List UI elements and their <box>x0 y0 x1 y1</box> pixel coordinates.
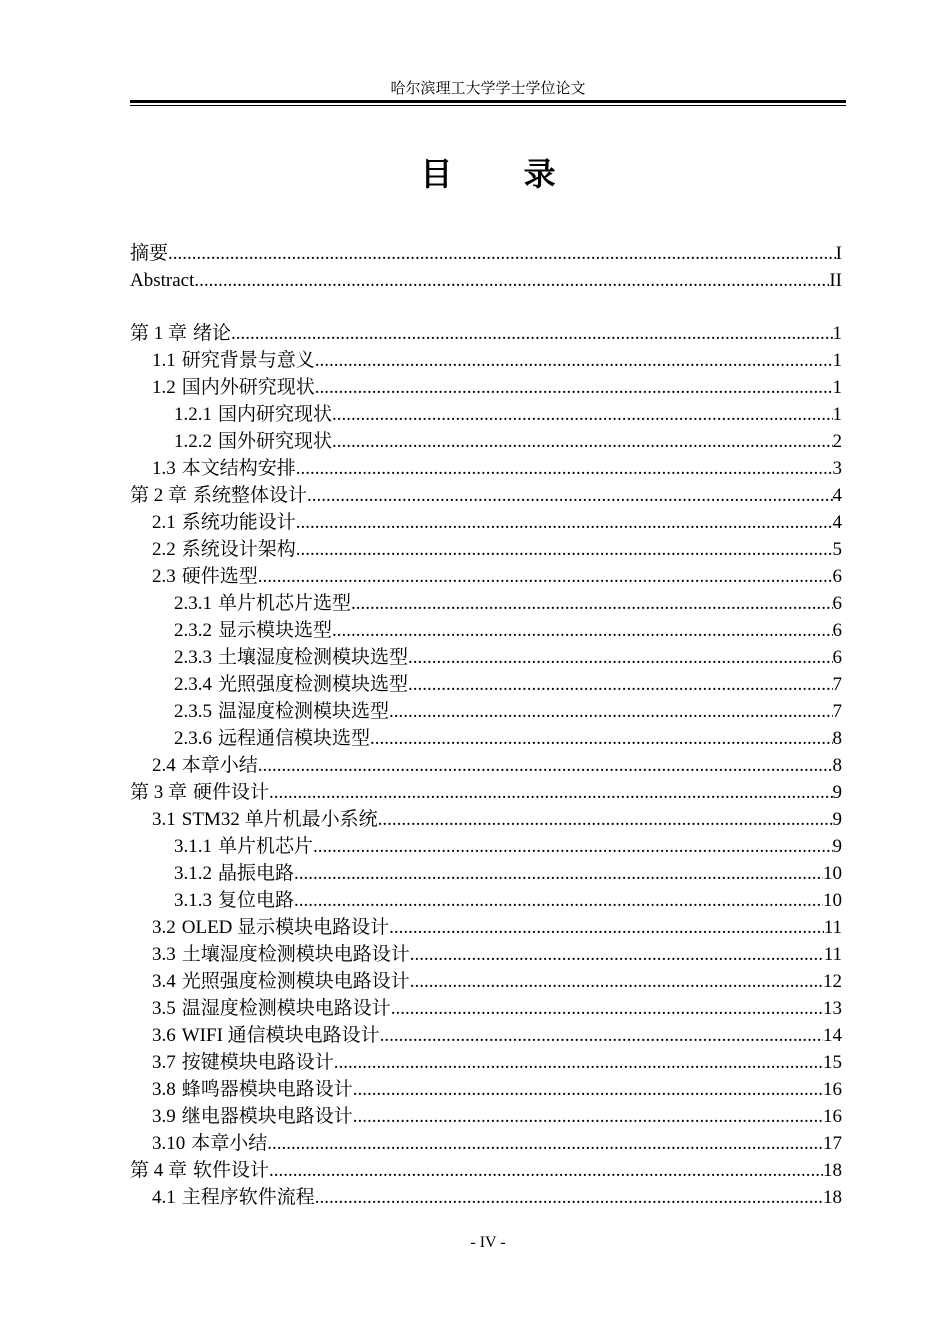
toc-entry[interactable] <box>130 1184 842 1211</box>
toc-entry-label <box>152 1103 353 1130</box>
toc-entry[interactable] <box>130 240 842 267</box>
toc-entry-number: 2.3.1 <box>174 593 212 614</box>
header-rule-thick <box>130 100 846 103</box>
toc-entry-page: 16 <box>823 1079 842 1100</box>
toc-entry-label <box>152 1022 380 1049</box>
toc-entry[interactable] <box>130 374 842 401</box>
toc-entry[interactable] <box>130 779 842 806</box>
toc-entry-label <box>152 347 315 374</box>
toc-entry-number: 4.1 <box>152 1187 176 1208</box>
dot-leader <box>410 941 824 968</box>
toc-entry-page: I <box>835 243 842 264</box>
toc-entry-label <box>174 860 294 887</box>
toc-entry-title: 单片机芯片选型 <box>218 593 352 614</box>
toc-entry-label <box>152 806 378 833</box>
toc-entry[interactable] <box>130 401 842 428</box>
toc-entry-page: 6 <box>832 620 842 641</box>
toc-entry[interactable] <box>130 563 842 590</box>
toc-entry-title: 继电器模块电路设计 <box>181 1106 353 1127</box>
toc-entry[interactable] <box>130 320 842 347</box>
toc-entry-label <box>174 590 351 617</box>
toc-entry-label <box>152 536 296 563</box>
dot-leader <box>294 860 823 887</box>
toc-entry-page: 8 <box>832 755 842 776</box>
toc-entry-number: 3.1.2 <box>174 863 212 884</box>
toc-entry-number: 2.3.2 <box>174 620 212 641</box>
toc-entry-label <box>174 617 332 644</box>
toc-entry-number: 2.3.3 <box>174 647 212 668</box>
toc-entry-page: 12 <box>823 971 842 992</box>
toc-entry-number: 1.1 <box>152 350 176 371</box>
toc-entry-number: 第 1 章 <box>130 323 188 344</box>
toc-entry-number: 3.4 <box>152 971 176 992</box>
toc-entry-page: 14 <box>823 1025 842 1046</box>
toc-entry-number: 1.2 <box>152 377 176 398</box>
toc-entry-page: 6 <box>832 647 842 668</box>
toc-entry-page: 6 <box>832 593 842 614</box>
toc-entry[interactable] <box>130 428 842 455</box>
dot-leader <box>410 968 823 995</box>
dot-leader <box>408 671 832 698</box>
toc-entry-number: 1.3 <box>152 458 176 479</box>
dot-leader <box>353 1103 823 1130</box>
toc-entry[interactable] <box>130 1022 842 1049</box>
toc-entry-label <box>174 428 332 455</box>
toc-entry[interactable] <box>130 1103 842 1130</box>
toc-entry-page: 1 <box>832 323 842 344</box>
toc-entry-number: 第 4 章 <box>130 1160 188 1181</box>
toc-entry-page: 7 <box>832 674 842 695</box>
toc-entry-title: 系统功能设计 <box>181 512 296 533</box>
toc-entry-page: II <box>829 270 842 291</box>
toc-entry-title: 绪论 <box>193 323 232 344</box>
toc-entry-title: 单片机芯片 <box>218 836 314 857</box>
toc-entry-number: 2.2 <box>152 539 176 560</box>
toc-entry-label <box>152 509 296 536</box>
dot-leader <box>194 267 829 294</box>
toc-entry-label <box>174 887 294 914</box>
dot-leader <box>258 563 833 590</box>
toc-entry-number: 2.4 <box>152 755 176 776</box>
toc-entry-number: 2.3.6 <box>174 728 212 749</box>
toc-entry-label <box>152 995 391 1022</box>
toc-entry-page: 11 <box>823 944 842 965</box>
toc-entry-title: 本章小结 <box>181 755 258 776</box>
toc-entry-label <box>130 779 269 806</box>
toc-entry[interactable] <box>130 1049 842 1076</box>
dot-leader <box>296 455 833 482</box>
toc-entry-label <box>152 563 258 590</box>
toc-entry-page: 18 <box>823 1187 842 1208</box>
toc-entry-page: 16 <box>823 1106 842 1127</box>
toc-entry-label <box>152 752 258 779</box>
toc-entry-label <box>174 401 332 428</box>
dot-leader <box>389 914 824 941</box>
toc-entry-title: 按键模块电路设计 <box>181 1052 334 1073</box>
toc-entry-title: 摘要 <box>130 243 169 264</box>
toc-entry-number: 1.2.1 <box>174 404 212 425</box>
toc-entry-label <box>174 833 313 860</box>
dot-leader <box>294 887 823 914</box>
toc-entry-page: 4 <box>832 512 842 533</box>
dot-leader <box>296 509 833 536</box>
toc-entry-page: 6 <box>832 566 842 587</box>
toc-entry[interactable] <box>130 968 842 995</box>
toc-entry-number: 3.5 <box>152 998 176 1019</box>
toc-entry-label <box>174 725 370 752</box>
toc-entry[interactable] <box>130 887 842 914</box>
toc-entry-title: 本章小结 <box>191 1133 268 1154</box>
toc-entry[interactable] <box>130 482 842 509</box>
toc-entry[interactable] <box>130 806 842 833</box>
table-of-contents <box>130 240 842 1211</box>
toc-entry-title: 蜂鸣器模块电路设计 <box>181 1079 353 1100</box>
toc-entry-title: 硬件选型 <box>181 566 258 587</box>
toc-entry-label <box>152 374 315 401</box>
toc-entry-number: 3.10 <box>152 1133 186 1154</box>
toc-entry-number: 3.7 <box>152 1052 176 1073</box>
toc-entry-title: 软件设计 <box>193 1160 270 1181</box>
dot-leader <box>380 1022 823 1049</box>
toc-entry[interactable] <box>130 914 842 941</box>
toc-entry-label <box>174 671 408 698</box>
toc-entry-label <box>152 914 389 941</box>
toc-entry-number: 2.3 <box>152 566 176 587</box>
toc-entry-title: 晶振电路 <box>218 863 295 884</box>
toc-entry-title: 国外研究现状 <box>218 431 333 452</box>
toc-entry-title: 土壤湿度检测模块选型 <box>218 647 409 668</box>
toc-title: 目 录 <box>420 155 586 193</box>
toc-entry[interactable] <box>130 698 842 725</box>
dot-leader <box>258 752 833 779</box>
toc-entry-label <box>152 941 410 968</box>
toc-entry-number: 2.3.4 <box>174 674 212 695</box>
dot-leader <box>313 833 832 860</box>
toc-entry[interactable] <box>130 671 842 698</box>
toc-entry-title: 系统设计架构 <box>181 539 296 560</box>
toc-entry-number: 3.3 <box>152 944 176 965</box>
toc-entry-page: 5 <box>832 539 842 560</box>
toc-entry-page: 1 <box>832 350 842 371</box>
toc-entry-number: 2.1 <box>152 512 176 533</box>
toc-entry-label <box>152 455 296 482</box>
toc-entry-label <box>152 1184 315 1211</box>
dot-leader <box>315 374 833 401</box>
toc-entry[interactable] <box>130 617 842 644</box>
toc-entry-label <box>130 267 194 294</box>
toc-entry-number: 2.3.5 <box>174 701 212 722</box>
toc-entry-number: 3.8 <box>152 1079 176 1100</box>
toc-entry-number: 3.2 <box>152 917 176 938</box>
toc-entry-title: 土壤湿度检测模块电路设计 <box>181 944 410 965</box>
toc-entry-page: 10 <box>823 890 842 911</box>
dot-leader <box>296 536 833 563</box>
dot-leader <box>267 1130 823 1157</box>
toc-entry-title: OLED 显示模块电路设计 <box>181 917 390 938</box>
toc-entry-page: 8 <box>832 728 842 749</box>
toc-entry[interactable] <box>130 1076 842 1103</box>
dot-leader <box>315 1184 823 1211</box>
toc-entry[interactable] <box>130 644 842 671</box>
toc-entry-title: 国内外研究现状 <box>181 377 315 398</box>
toc-entry-title: 温湿度检测模块选型 <box>218 701 390 722</box>
dot-leader <box>332 401 832 428</box>
toc-entry-label <box>130 240 168 267</box>
toc-entry-page: 9 <box>832 836 842 857</box>
toc-entry-page: 4 <box>832 485 842 506</box>
toc-entry-page: 18 <box>823 1160 842 1181</box>
page-number: - IV - <box>470 1234 506 1251</box>
toc-entry-number: 3.6 <box>152 1025 176 1046</box>
toc-entry-number: 3.1.3 <box>174 890 212 911</box>
toc-entry-number: 3.9 <box>152 1106 176 1127</box>
toc-entry-page: 15 <box>823 1052 842 1073</box>
toc-entry-label <box>130 320 231 347</box>
toc-entry-page: 9 <box>832 809 842 830</box>
toc-entry-page: 1 <box>832 377 842 398</box>
toc-entry-page: 1 <box>832 404 842 425</box>
toc-entry-number: 第 3 章 <box>130 782 188 803</box>
toc-entry-title: STM32 单片机最小系统 <box>181 809 378 830</box>
dot-leader <box>378 806 833 833</box>
toc-entry-title: WIFI 通信模块电路设计 <box>181 1025 380 1046</box>
toc-entry-label <box>174 644 408 671</box>
toc-entry-page: 13 <box>823 998 842 1019</box>
toc-entry-title: 光照强度检测模块电路设计 <box>181 971 410 992</box>
toc-entry[interactable] <box>130 941 842 968</box>
toc-entry-number: 3.1.1 <box>174 836 212 857</box>
toc-entry-title: 光照强度检测模块选型 <box>218 674 409 695</box>
dot-leader <box>231 320 832 347</box>
toc-entry-page: 9 <box>832 782 842 803</box>
toc-entry-title: 主程序软件流程 <box>181 1187 315 1208</box>
toc-entry-label <box>152 1049 334 1076</box>
toc-entry[interactable] <box>130 536 842 563</box>
toc-entry-title: 远程通信模块选型 <box>218 728 371 749</box>
toc-entry-title: 系统整体设计 <box>193 485 308 506</box>
toc-entry-title: 显示模块选型 <box>218 620 333 641</box>
toc-entry[interactable] <box>130 267 842 294</box>
toc-entry-number: 1.2.2 <box>174 431 212 452</box>
toc-entry-label <box>152 1076 353 1103</box>
dot-leader <box>389 698 832 725</box>
header-rule-thin <box>130 105 846 106</box>
toc-entry[interactable] <box>130 833 842 860</box>
toc-entry[interactable] <box>130 1157 842 1184</box>
toc-entry-page: 2 <box>832 431 842 452</box>
toc-entry-page: 10 <box>823 863 842 884</box>
toc-entry-title: 复位电路 <box>218 890 295 911</box>
running-header: 哈尔滨理工大学学士学位论文 <box>390 81 586 97</box>
toc-entry-title: Abstract <box>130 270 195 291</box>
dot-leader <box>168 240 836 267</box>
dot-leader <box>332 428 832 455</box>
toc-entry-page: 7 <box>832 701 842 722</box>
dot-leader <box>269 779 832 806</box>
toc-entry[interactable] <box>130 995 842 1022</box>
toc-entry[interactable] <box>130 590 842 617</box>
toc-entry[interactable] <box>130 725 842 752</box>
dot-leader <box>391 995 823 1022</box>
toc-entry[interactable] <box>130 752 842 779</box>
toc-entry-title: 温湿度检测模块电路设计 <box>181 998 391 1019</box>
toc-entry-title: 硬件设计 <box>193 782 270 803</box>
toc-entry-page: 11 <box>823 917 842 938</box>
dot-leader <box>269 1157 823 1184</box>
toc-entry-page: 17 <box>823 1133 842 1154</box>
toc-entry-title: 本文结构安排 <box>181 458 296 479</box>
dot-leader <box>332 617 832 644</box>
dot-leader <box>307 482 832 509</box>
toc-entry-title: 国内研究现状 <box>218 404 333 425</box>
toc-entry-label <box>152 1130 267 1157</box>
dot-leader <box>370 725 832 752</box>
toc-entry[interactable] <box>130 860 842 887</box>
dot-leader <box>408 644 832 671</box>
toc-entry-number: 第 2 章 <box>130 485 188 506</box>
dot-leader <box>315 347 833 374</box>
toc-entry[interactable] <box>130 509 842 536</box>
toc-entry-label <box>152 968 410 995</box>
toc-entry[interactable] <box>130 1130 842 1157</box>
toc-entry-number: 3.1 <box>152 809 176 830</box>
toc-entry-page: 3 <box>832 458 842 479</box>
toc-entry-label <box>130 482 307 509</box>
dot-leader <box>351 590 832 617</box>
toc-entry-label <box>174 698 389 725</box>
dot-leader <box>334 1049 823 1076</box>
toc-entry-title: 研究背景与意义 <box>181 350 315 371</box>
toc-entry-label <box>130 1157 269 1184</box>
dot-leader <box>353 1076 823 1103</box>
toc-entry[interactable] <box>130 455 842 482</box>
toc-entry[interactable] <box>130 347 842 374</box>
